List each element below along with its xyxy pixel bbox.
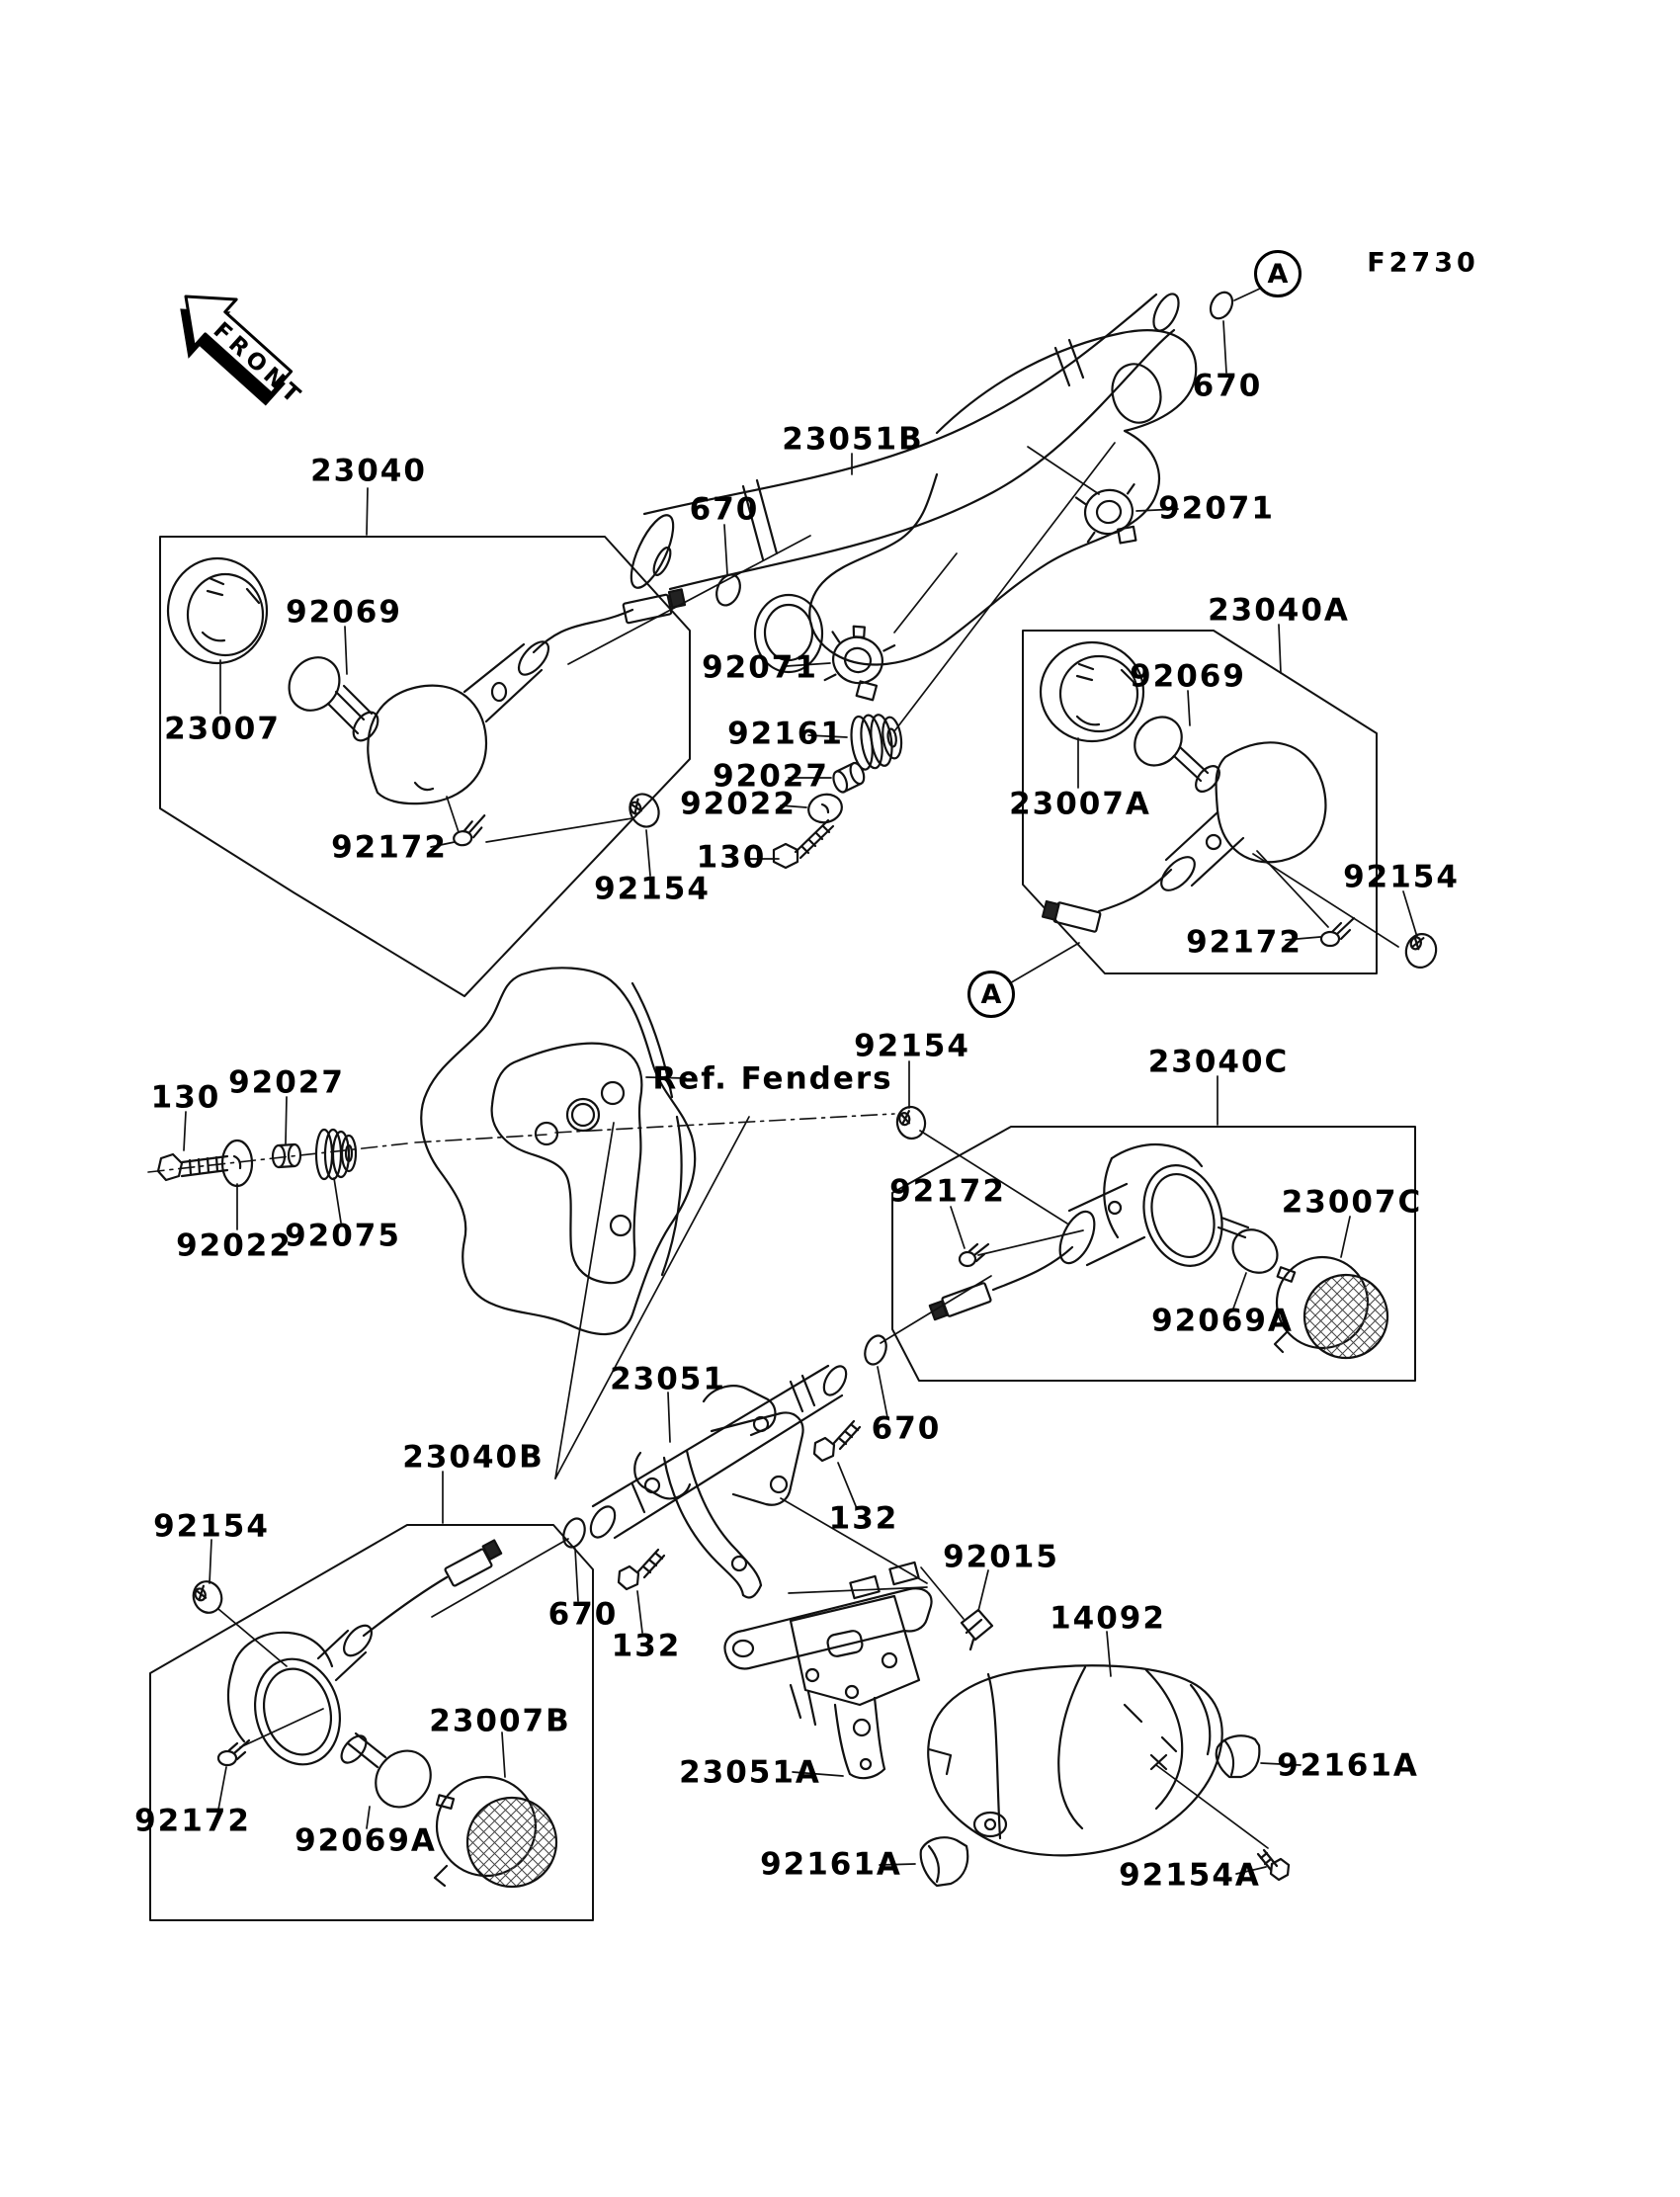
part-label-92161A-right: 92161A [1277,1747,1419,1784]
part-label-23051B: 23051B [782,421,924,458]
part-label-92071-left: 92071 [702,649,818,686]
part-label-23051: 23051 [610,1361,726,1397]
part-label-92172-mid: 92172 [889,1173,1006,1210]
part-label-ref-fenders: Ref. Fenders [652,1060,893,1097]
part-label-670-bottom-left: 670 [547,1596,619,1633]
view-marker-a-bottom [967,971,1015,1018]
part-label-92075: 92075 [285,1218,401,1254]
part-label-92161: 92161 [727,716,844,752]
assembly-axis-lines [148,1114,894,1172]
front-arrow-icon [156,273,322,433]
part-label-670-mid-right: 670 [871,1410,942,1447]
part-sketch-rivet-92154-mid [894,1105,927,1141]
part-sketch-socket-92071-right [1075,484,1143,549]
part-label-670-top-left: 670 [689,491,760,528]
figure-code: F2730 [1367,247,1479,279]
part-label-92069-right: 92069 [1130,658,1246,695]
part-sketch-screw-92154A [1258,1850,1289,1880]
part-sketch-collar-92027-top [830,761,867,794]
part-sketch-grommet-92075 [316,1130,356,1179]
part-label-23007A: 23007A [1009,786,1151,822]
part-label-92161A-bottom: 92161A [760,1846,902,1883]
part-label-92172-left: 92172 [331,829,448,866]
part-sketch-damper-92161A-bottom [921,1837,968,1886]
part-label-92154-mid: 92154 [854,1028,970,1064]
part-label-23051A: 23051A [679,1754,821,1791]
part-sketch-cover-14092 [928,1665,1221,1855]
part-sketch-signal-23040 [168,558,686,803]
part-label-130-mid: 130 [150,1079,221,1116]
part-sketch-rivet-92154-mid-left [625,790,664,832]
part-sketch-handlebar-23051B [623,291,1196,672]
part-label-92015: 92015 [943,1539,1059,1575]
part-label-92069A-right: 92069A [1151,1303,1294,1339]
part-sketch-damper-92161A-right [1217,1735,1260,1777]
part-label-23040: 23040 [310,453,427,489]
part-sketch-joint-92015 [962,1610,992,1649]
part-label-14092: 14092 [1050,1600,1166,1637]
part-label-92027-mid: 92027 [228,1064,345,1101]
part-label-92172-bottom-left: 92172 [134,1803,251,1839]
part-sketch-rivet-92154-right [1402,931,1440,972]
part-sketch-fender-reference [421,968,695,1334]
part-label-23007B: 23007B [429,1703,571,1739]
part-sketch-collar-92027-mid [273,1144,300,1167]
view-marker-a-bottom-label: A [980,978,1002,1010]
view-marker-a-top [1254,250,1302,297]
part-label-92022-mid: 92022 [176,1227,293,1264]
part-sketch-washer-92022-mid [222,1141,252,1186]
part-sketch-grommet-92161 [848,712,904,771]
part-label-132-mid-right: 132 [828,1500,899,1537]
group-outline-23040 [160,537,690,996]
part-label-130-top: 130 [696,839,767,876]
part-sketch-oring-670-top-right [1207,289,1237,322]
part-label-132-bottom-left: 132 [611,1628,682,1664]
part-sketch-bar-23051 [586,1363,851,1598]
part-label-23040B: 23040B [402,1439,545,1476]
part-label-92154A: 92154A [1119,1857,1261,1894]
part-sketch-bolt-130-top [774,820,833,868]
part-sketch-washer-92022-top [805,791,845,826]
part-label-92071-right: 92071 [1158,490,1275,527]
view-marker-a-top-label: A [1267,258,1289,290]
part-sketch-screw-92172-bottom-left [218,1740,249,1765]
part-label-23040A: 23040A [1208,592,1350,629]
part-label-92154-bottom-left: 92154 [153,1508,270,1545]
part-label-92154-right: 92154 [1343,859,1460,895]
part-label-92172-right: 92172 [1186,924,1302,961]
part-sketch-socket-92071-left [818,620,897,702]
part-label-23007C: 23007C [1281,1184,1423,1221]
part-sketch-screw-132-mid-right [814,1421,860,1461]
part-sketch-oring-670-mid-right [861,1332,889,1367]
part-label-23040C: 23040C [1147,1044,1290,1080]
part-label-23007: 23007 [164,711,281,747]
part-label-92069A-left: 92069A [294,1822,437,1859]
front-arrow-label: FRONT [208,317,308,412]
part-sketch-screw-132-bottom-left [619,1550,664,1589]
part-label-92069-left: 92069 [286,594,402,631]
part-label-92022-top: 92022 [680,786,797,822]
part-label-92154-mid-left: 92154 [594,871,711,907]
part-label-92027-top: 92027 [713,758,829,795]
part-sketch-oring-670-bottom-left [559,1515,588,1550]
part-label-670-top-right: 670 [1192,368,1263,404]
part-sketch-screw-92172-right [1321,918,1354,946]
